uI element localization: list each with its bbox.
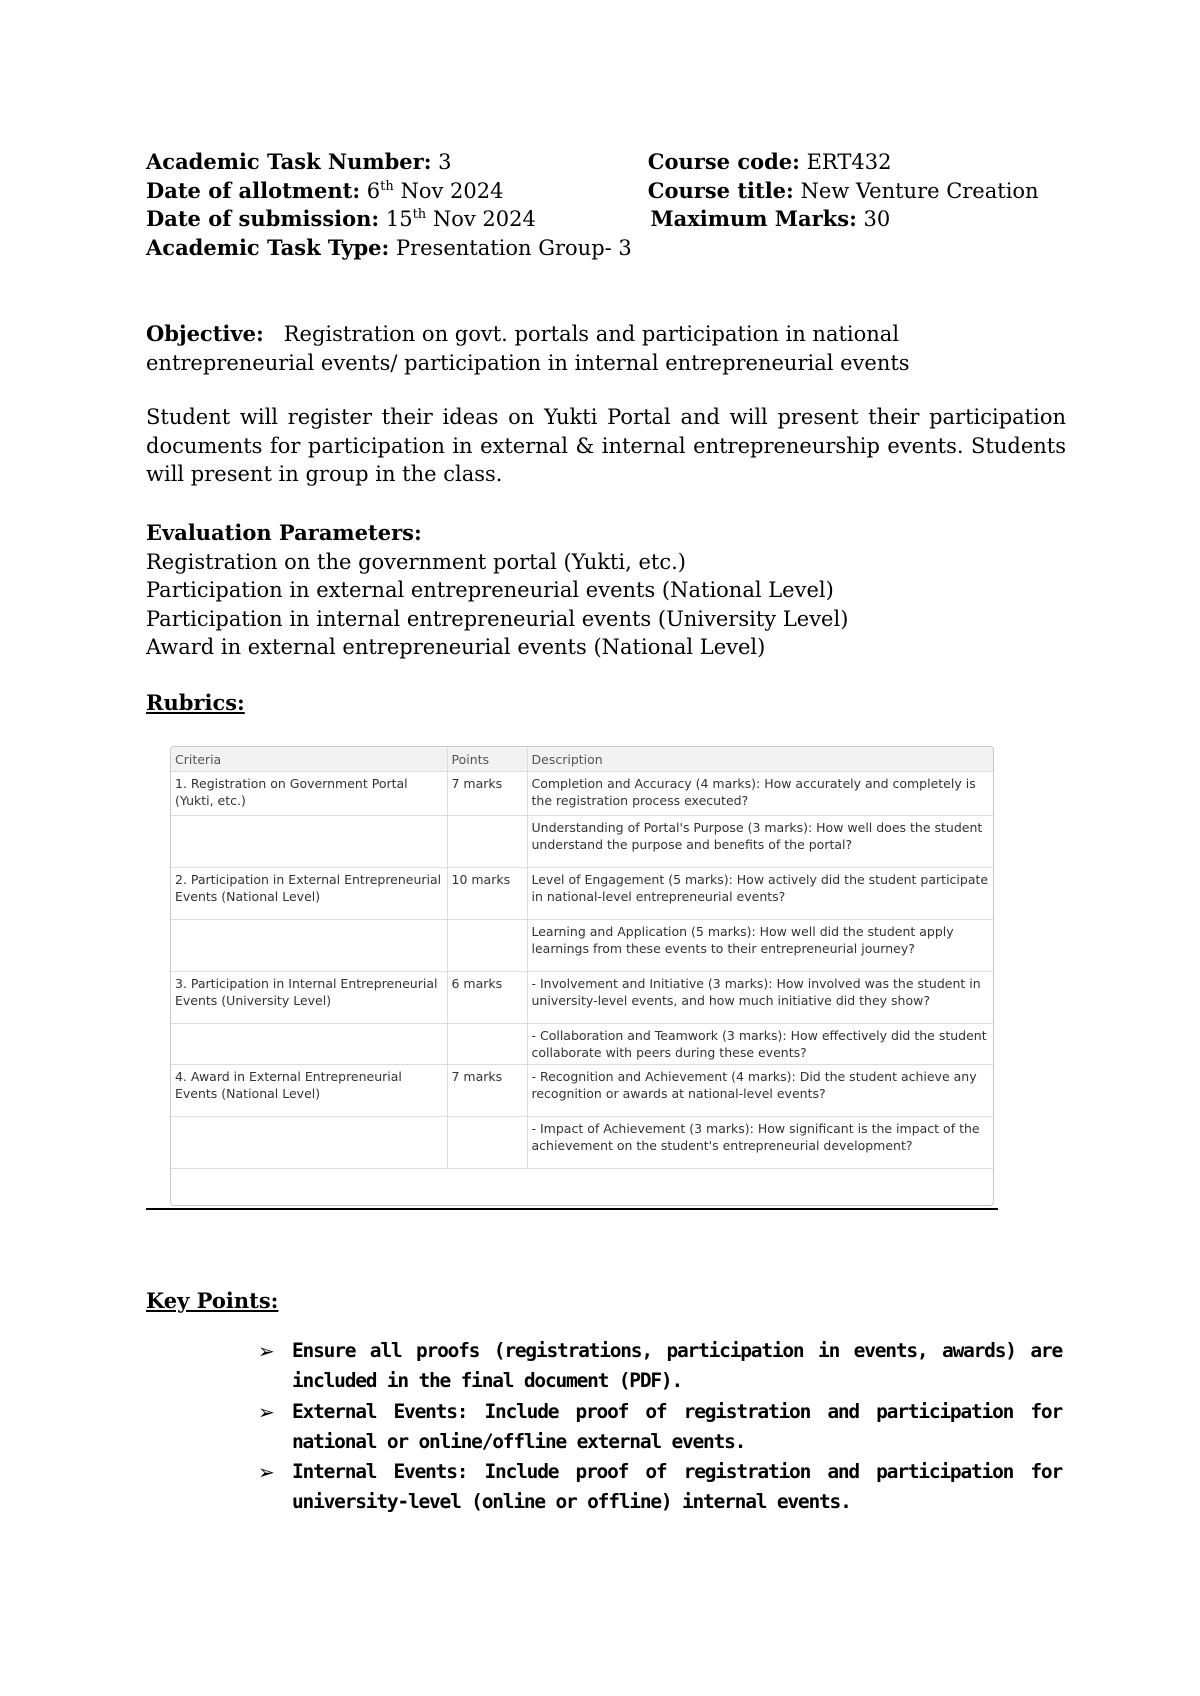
description-cell: - Impact of Achievement (3 marks): How significant is the impact of the achievement on the student's entrepreneurial development? [527, 1117, 993, 1169]
points-cell [447, 816, 527, 868]
column-header: Points [447, 747, 527, 772]
criteria-cell: 2. Participation in External Entrepreneurial Events (National Level) [171, 868, 447, 920]
task-type: Academic Task Type: Presentation Group- 3 [146, 234, 632, 260]
list-item: ➢ Internal Events: Include proof of registration and participation for university-level (online or offline) internal events. [258, 1457, 1062, 1518]
date-of-submission: Date of submission: 15th Nov 2024 [146, 206, 536, 231]
criteria-cell: 4. Award in External Entrepreneurial Events (National Level) [171, 1065, 447, 1117]
list-item: ➢ Ensure all proofs (registrations, participation in events, awards) are included in the final document (PDF). [258, 1336, 1062, 1397]
header-row-2 [146, 177, 1046, 206]
points-cell [447, 1024, 527, 1065]
horizontal-rule [146, 1208, 998, 1210]
task-header [146, 148, 1046, 262]
list-item: ➢ External Events: Include proof of registration and participation for national or online/offline external events. [258, 1397, 1062, 1458]
rubrics-table [171, 747, 994, 1169]
table-row [171, 1065, 993, 1117]
points-cell [447, 920, 527, 972]
evaluation-item: Participation in external entrepreneurial events (National Level) [146, 578, 834, 602]
course-code: Course code: ERT432 [647, 149, 892, 174]
date-of-allotment: Date of allotment: 6th Nov 2024 [146, 177, 504, 203]
column-header: Criteria [171, 747, 447, 772]
table-header-row [171, 747, 993, 772]
table-row [171, 1024, 993, 1065]
points-cell: 7 marks [447, 1065, 527, 1117]
table-row [171, 972, 993, 1024]
rubrics-table-image [170, 746, 994, 1206]
points-cell: 6 marks [447, 972, 527, 1024]
table-row [171, 1117, 993, 1169]
task-description: Student will register their ideas on Yukti Portal and will present their participation documents for participation in external & internal entrepreneurship events. Students will present in group in the class. [146, 405, 1066, 486]
description-cell: - Collaboration and Teamwork (3 marks): How effectively did the student collaborate with peers during these events? [527, 1024, 993, 1065]
evaluation-title: Evaluation Parameters: [146, 520, 422, 545]
description-cell: - Recognition and Achievement (4 marks): Did the student achieve any recognition or awards at national-level events? [527, 1065, 993, 1117]
description-cell: Learning and Application (5 marks): How well did the student apply learnings from these events to their entrepreneurial journey? [527, 920, 993, 972]
table-row [171, 772, 993, 816]
key-points-list [258, 1336, 1062, 1518]
task-number: Academic Task Number: 3 [146, 149, 452, 174]
objective: Objective: Registration on govt. portals and participation in national entrepreneurial events/ participation in internal entrepreneurial events [146, 321, 910, 375]
maximum-marks: Maximum Marks: 30 [650, 206, 891, 231]
evaluation-item: Award in external entrepreneurial events (National Level) [146, 635, 766, 659]
column-header: Description [527, 747, 993, 772]
header-row-4 [146, 234, 1046, 263]
course-title: Course title: New Venture Creation [647, 177, 1039, 203]
arrow-bullet-icon: ➢ [258, 1399, 275, 1424]
evaluation-item: Registration on the government portal (Yukti, etc.) [146, 549, 686, 574]
description-cell: Understanding of Portal's Purpose (3 marks): How well does the student understand the purpose and benefits of the portal? [527, 816, 993, 868]
arrow-bullet-icon: ➢ [258, 1460, 275, 1485]
points-cell: 10 marks [447, 868, 527, 920]
criteria-cell: 3. Participation in Internal Entrepreneurial Events (University Level) [171, 972, 447, 1024]
arrow-bullet-icon: ➢ [258, 1339, 275, 1363]
description-cell: Completion and Accuracy (4 marks): How accurately and completely is the registration process executed? [527, 772, 993, 816]
criteria-cell: 1. Registration on Government Portal (Yukti, etc.) [171, 772, 447, 816]
criteria-cell [171, 1024, 447, 1065]
evaluation-item: Participation in internal entrepreneurial events (University Level) [146, 606, 849, 631]
table-row [171, 816, 993, 868]
description-cell: - Involvement and Initiative (3 marks): How involved was the student in university-level events, and how much initiative did they show? [527, 972, 993, 1024]
criteria-cell [171, 920, 447, 972]
key-points-title: Key Points: [146, 1288, 279, 1313]
table-row [171, 920, 993, 972]
points-cell: 7 marks [447, 772, 527, 816]
header-row-3 [146, 205, 1046, 234]
points-cell [447, 1117, 527, 1169]
header-row-1 [146, 148, 1046, 177]
rubrics-title: Rubrics: [146, 690, 245, 715]
criteria-cell [171, 1117, 447, 1169]
table-row [171, 868, 993, 920]
description-cell: Level of Engagement (5 marks): How actively did the student participate in national-level entrepreneurial events? [527, 868, 993, 920]
evaluation-parameters [146, 519, 1066, 662]
criteria-cell [171, 816, 447, 868]
